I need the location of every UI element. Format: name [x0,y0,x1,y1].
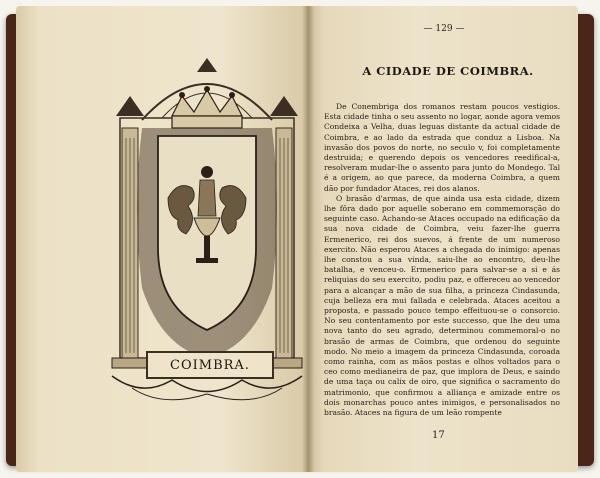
page-number: — 129 — [423,24,465,34]
plaque-text: COIMBRA. [170,357,250,373]
left-page [16,6,308,472]
signature-mark: 17 [432,430,445,441]
book-gutter [302,6,314,472]
paragraph: De Conembriga dos romanos restam poucos vestigios. Esta cidade tinha o seu assento no logar, aonde agora vemos Condeixa a Velha, duas leguas distante da actual cidade de Coimbra, e ao lado da estrada que conduz a Lisboa. Na invasão dos povos do norte, no seculo v, foi completamente destruida; e querendo depois os vencedores reedifical-a, resolveram mudar-lhe o assento para junto do Mondego. Tal é a origem, ao que parece, da moderna Coimbra, a quem dão por fundador Ataces, rei dos alanos. [324,102,560,193]
chapter-title: A CIDADE DE COIMBRA. [362,64,534,78]
body-text [324,102,560,418]
right-page [308,6,578,472]
coimbra-plaque [146,351,274,379]
crown-icon [172,86,242,128]
paragraph: O brasão d'armas, de que ainda usa esta cidade, dizem lhe fôra dado por aquelle soberano em commemoração do seguinte caso. Achando-se Ataces occupado na edificação da sua nova cidade de Coimbra, veiu fazer-lhe guerra Ermenerico, rei dos suevos, á frente de um numeroso exercito. Não esperou Ataces a chegada do inimigo: apenas lhe constou a sua vinda, saiu-lhe ao encontro, deu-lhe batalha, e venceu-o. Ermenerico para salvar-se a si e ás reliquias do seu exercito, podiu paz, e offereceu ao vencedor para a alcançar a mão de sua filha, a princeza Cindasunda, cuja belleza era mui fallada e celebrada. Ataces aceitou a proposta, e passado pouco tempo effeituou-se o consorcio. No seu contentamento por este successo, que lhe deu uma nova tanto do seu agrado, determinou commemoral-o no brasão de armas de Coimbra, que ordenou do seguinte modo. No meio a imagem da princeza Cindasunda, coroada como rainha, com as mãos postas e olhos voltados para o ceo como medianeira de paz, que implora de Deus, e saindo de uma taça ou calix de oiro, que significa o sacramento do matrimonio, que confirmou a alliança e amizade entre os dois monarchas pouco antes inimigos, e personalisados no brasão. Ataces na figura de um leão rompente [324,193,560,418]
open-book [6,6,594,472]
